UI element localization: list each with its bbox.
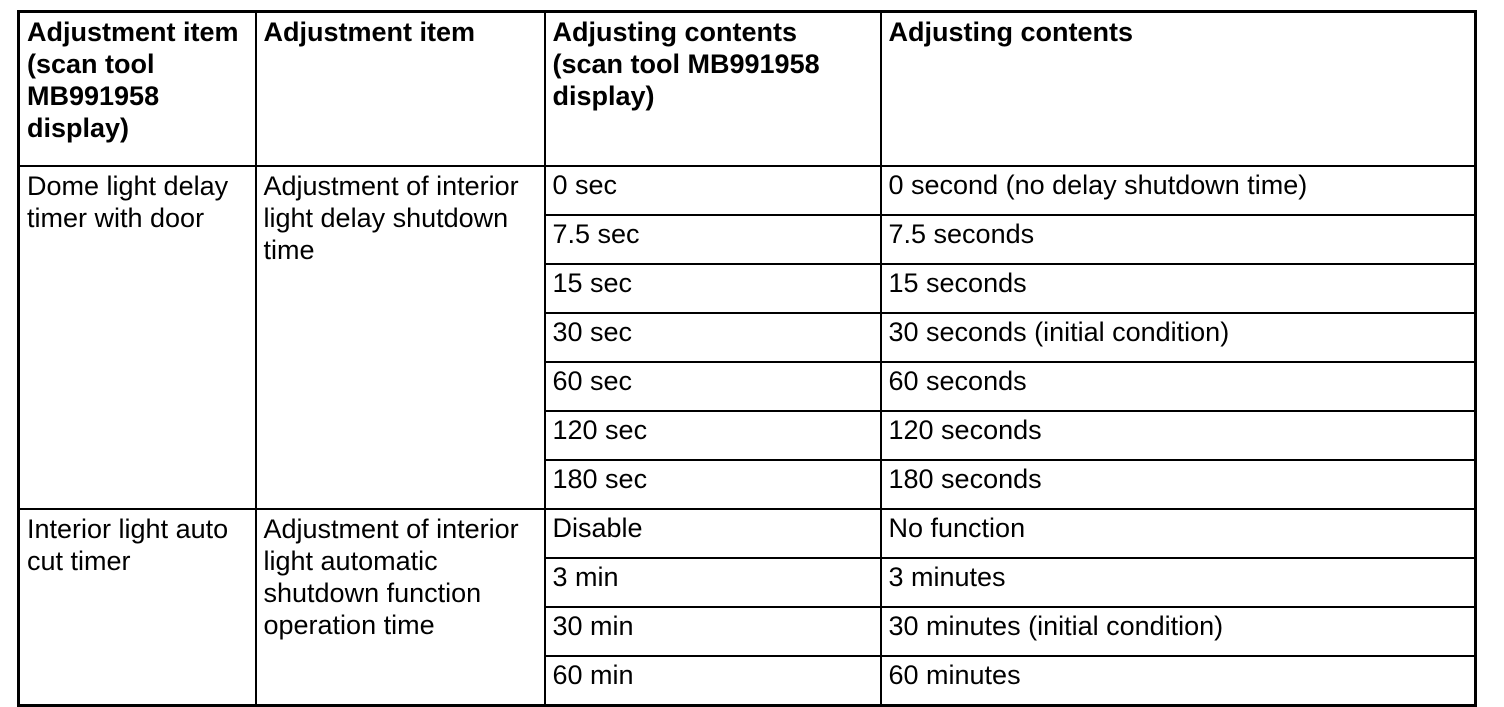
item-cell: Adjustment of interior light automatic shutdown function operation time: [256, 509, 545, 706]
content-value-cell: 3 minutes: [881, 558, 1476, 607]
content-value-cell: 60 minutes: [881, 656, 1476, 706]
display-value-cell: 120 sec: [545, 411, 881, 460]
display-value-cell: Disable: [545, 509, 881, 558]
header-contents-display: Adjusting contents (scan tool MB991958 display): [545, 12, 881, 167]
item-cell: Adjustment of interior light delay shutdown time: [256, 166, 545, 509]
item-display-cell: Interior light auto cut timer: [19, 509, 256, 706]
header-contents: Adjusting contents: [881, 12, 1476, 167]
content-value-cell: 30 minutes (initial condition): [881, 607, 1476, 656]
content-value-cell: 30 seconds (initial condition): [881, 313, 1476, 362]
content-value-cell: 0 second (no delay shutdown time): [881, 166, 1476, 215]
header-item: Adjustment item: [256, 12, 545, 167]
item-display-cell: Dome light delay timer with door: [19, 166, 256, 509]
content-value-cell: 120 seconds: [881, 411, 1476, 460]
display-value-cell: 30 sec: [545, 313, 881, 362]
display-value-cell: 0 sec: [545, 166, 881, 215]
display-value-cell: 180 sec: [545, 460, 881, 509]
display-value-cell: 15 sec: [545, 264, 881, 313]
display-value-cell: 60 sec: [545, 362, 881, 411]
content-value-cell: 7.5 seconds: [881, 215, 1476, 264]
display-value-cell: 3 min: [545, 558, 881, 607]
content-value-cell: 15 seconds: [881, 264, 1476, 313]
header-item-display: Adjustment item (scan tool MB991958 display): [19, 12, 256, 167]
table-row: [19, 509, 1476, 558]
display-value-cell: 30 min: [545, 607, 881, 656]
display-value-cell: 60 min: [545, 656, 881, 706]
table-row: [19, 166, 1476, 215]
adjustment-table: [17, 10, 1477, 707]
content-value-cell: 180 seconds: [881, 460, 1476, 509]
content-value-cell: 60 seconds: [881, 362, 1476, 411]
content-value-cell: No function: [881, 509, 1476, 558]
display-value-cell: 7.5 sec: [545, 215, 881, 264]
header-row: [19, 12, 1476, 167]
